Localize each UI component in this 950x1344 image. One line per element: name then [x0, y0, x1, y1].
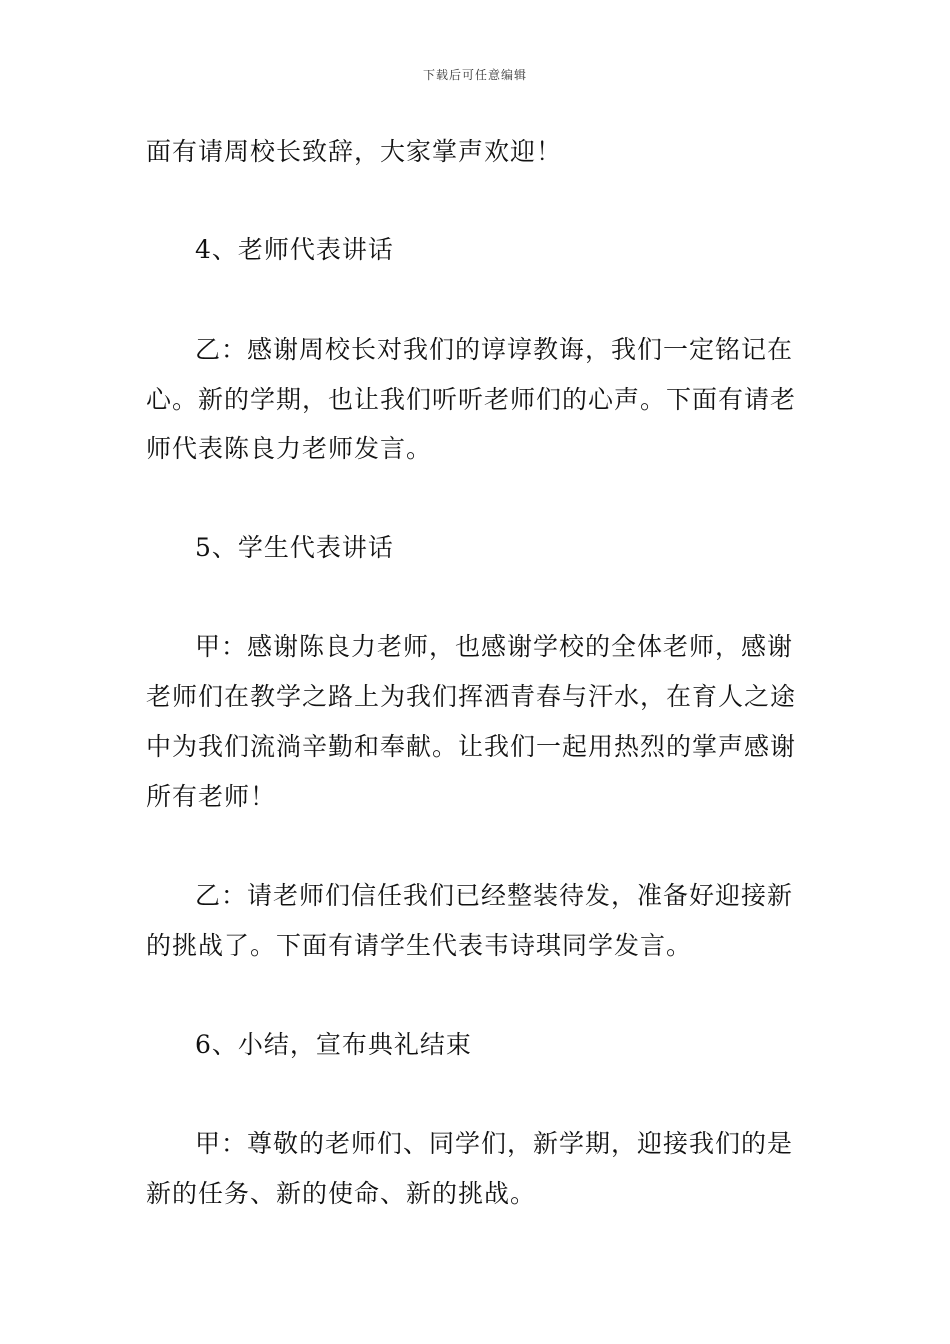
paragraph-line: 所有老师！: [146, 782, 277, 811]
paragraph-line: 老师们在教学之路上为我们挥洒青春与汗水，在育人之途: [146, 682, 797, 711]
paragraph-line: 新的任务、新的使命、新的挑战。: [146, 1179, 537, 1208]
paragraph-line: 甲：尊敬的老师们、同学们，新学期，迎接我们的是: [195, 1129, 794, 1158]
paragraph-line: 乙：感谢周校长对我们的谆谆教诲，我们一定铭记在: [195, 335, 794, 364]
paragraph-line: 师代表陈良力老师发言。: [146, 434, 433, 463]
paragraph-line: 面有请周校长致辞，大家掌声欢迎！: [146, 137, 563, 166]
section-heading-4: 4、老师代表讲话: [195, 235, 394, 264]
paragraph-line: 乙：请老师们信任我们已经整装待发，准备好迎接新: [195, 881, 794, 910]
paragraph-line: 甲：感谢陈良力老师，也感谢学校的全体老师，感谢: [195, 632, 794, 661]
section-heading-5: 5、学生代表讲话: [195, 533, 394, 562]
paragraph-line: 心。新的学期，也让我们听听老师们的心声。下面有请老: [146, 385, 797, 414]
header-note: 下载后可任意编辑: [422, 68, 527, 82]
paragraph-line: 中为我们流淌辛勤和奉献。让我们一起用热烈的掌声感谢: [146, 732, 797, 761]
section-heading-6: 6、小结，宣布典礼结束: [195, 1030, 472, 1059]
paragraph-line: 的挑战了。下面有请学生代表韦诗琪同学发言。: [146, 931, 693, 960]
